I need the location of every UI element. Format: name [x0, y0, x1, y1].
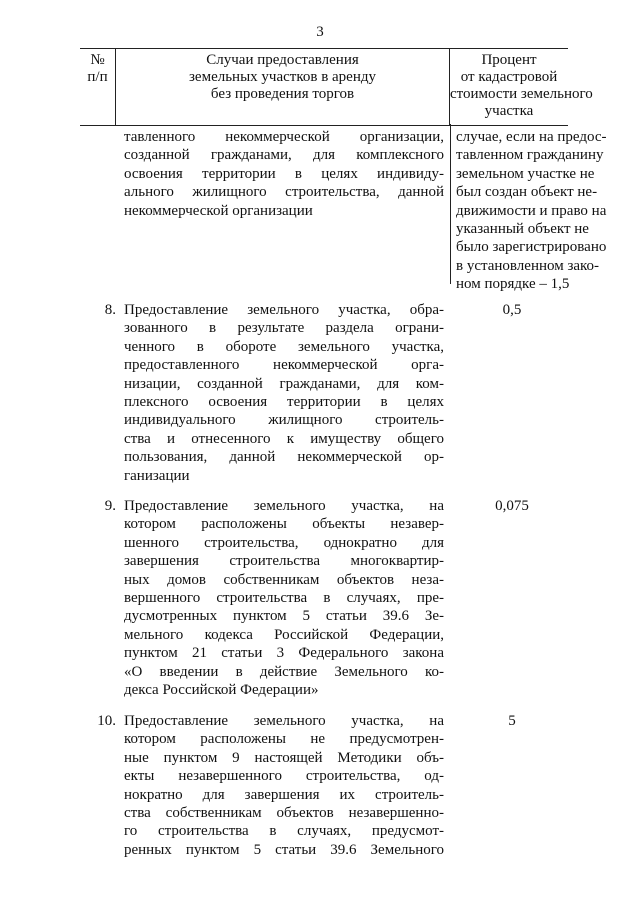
text-line: мельного кодекса Российской Федерации, — [124, 626, 444, 643]
text-line: ных домов собственникам объектов неза- — [124, 571, 444, 588]
header-text: стоимости земельного — [450, 86, 593, 102]
text-line: было зарегистрировано — [456, 239, 607, 256]
text-line: созданной гражданами, для комплексного — [124, 147, 444, 164]
row-percent — [456, 497, 568, 515]
text-line: был создан объект не- — [456, 184, 598, 201]
header-text: участка — [484, 103, 534, 119]
header-text: № — [90, 52, 105, 68]
row-number: 9. — [104, 498, 116, 514]
text-line: указанный объект не — [456, 221, 589, 238]
row-number: 10. — [97, 713, 116, 729]
text-line: 0,5 — [502, 302, 522, 318]
text-line: некоммерческой организации — [124, 202, 313, 219]
text-line: движимости и право на — [456, 202, 607, 219]
header-number-column — [80, 49, 116, 125]
table-header — [80, 48, 593, 126]
header-text: Случаи предоставления — [206, 52, 359, 68]
text-line: низации, созданной гражданами, для ком- — [124, 375, 444, 392]
row-percent — [456, 301, 568, 319]
header-text: от кадастровой — [460, 69, 558, 85]
text-line: ганизации — [124, 467, 190, 484]
text-line: земельном участке не — [456, 165, 595, 182]
text-line: в установленном зако- — [456, 257, 600, 274]
header-text: без проведения торгов — [210, 86, 355, 102]
text-line: случае, если на предос- — [456, 129, 607, 145]
text-line: тавленном гражданину — [456, 147, 604, 164]
text-line: ства собственникам объектов незавершенно- — [124, 805, 444, 822]
text-line: ренных пунктом 5 статьи 39.6 Земельного — [124, 841, 444, 858]
text-line: го строительства в случаях, предусмот- — [124, 823, 444, 840]
text-line: дусмотренных пунктом 5 статьи 39.6 Зе- — [124, 608, 444, 625]
text-line: шенного строительства, однократно для — [124, 534, 444, 551]
text-line: индивидуального жилищного строитель- — [124, 412, 444, 429]
text-line: 5 — [508, 713, 516, 729]
text-line: «О введении в действие Земельного ко- — [124, 663, 444, 680]
text-line: тавленного некоммерческой организации, — [124, 129, 444, 145]
text-line: екты незавершенного строительства, од- — [124, 768, 444, 785]
header-percent-column — [450, 49, 593, 125]
text-line: нократно для завершения их строитель- — [124, 786, 444, 803]
row-description — [124, 712, 444, 859]
text-line: вершенного строительства в случаях, пре- — [124, 590, 444, 607]
text-line: 0,075 — [495, 498, 529, 514]
row-percent — [456, 712, 568, 730]
text-line: плексного освоения территории в целях — [124, 394, 444, 411]
text-line: завершения строительства многоквартир- — [124, 553, 444, 570]
text-line: пунктом 21 статьи 3 Федерального закона — [124, 645, 444, 662]
text-line: Предоставление земельного участка, на — [124, 713, 444, 729]
text-line: ченного в обороте земельного участка, — [124, 338, 444, 355]
text-line: ства и отнесенного к имуществу общего — [124, 430, 444, 447]
row-percent — [456, 128, 607, 294]
text-line: пользования, данной некоммерческой ор- — [124, 449, 444, 466]
header-text: п/п — [87, 69, 108, 85]
text-line: Предоставление земельного участка, на — [124, 498, 444, 514]
text-line: ального жилищного строительства, данной — [124, 184, 444, 201]
page-number: 3 — [316, 24, 324, 40]
row-description — [124, 497, 444, 699]
text-line: предоставленного некоммерческой орга- — [124, 357, 444, 374]
text-line: ные пунктом 9 настоящей Методики объ- — [124, 749, 444, 766]
text-line: зованного в результате раздела ограни- — [124, 320, 444, 337]
header-text: Процент — [481, 52, 537, 68]
text-line: котором расположены не предусмотрен- — [124, 731, 444, 748]
text-line: котором расположены объекты незавер- — [124, 516, 444, 533]
header-text: земельных участков в аренду — [189, 69, 376, 85]
row-description — [124, 128, 444, 220]
text-line: освоения территории в целях индивиду- — [124, 165, 444, 182]
column-divider — [450, 124, 451, 284]
row-description — [124, 301, 444, 485]
row-number: 8. — [104, 302, 116, 318]
header-cases-column — [116, 49, 450, 125]
text-line: ном порядке – 1,5 — [456, 276, 570, 293]
text-line: Предоставление земельного участка, обра- — [124, 302, 444, 318]
text-line: декса Российской Федерации» — [124, 682, 319, 699]
